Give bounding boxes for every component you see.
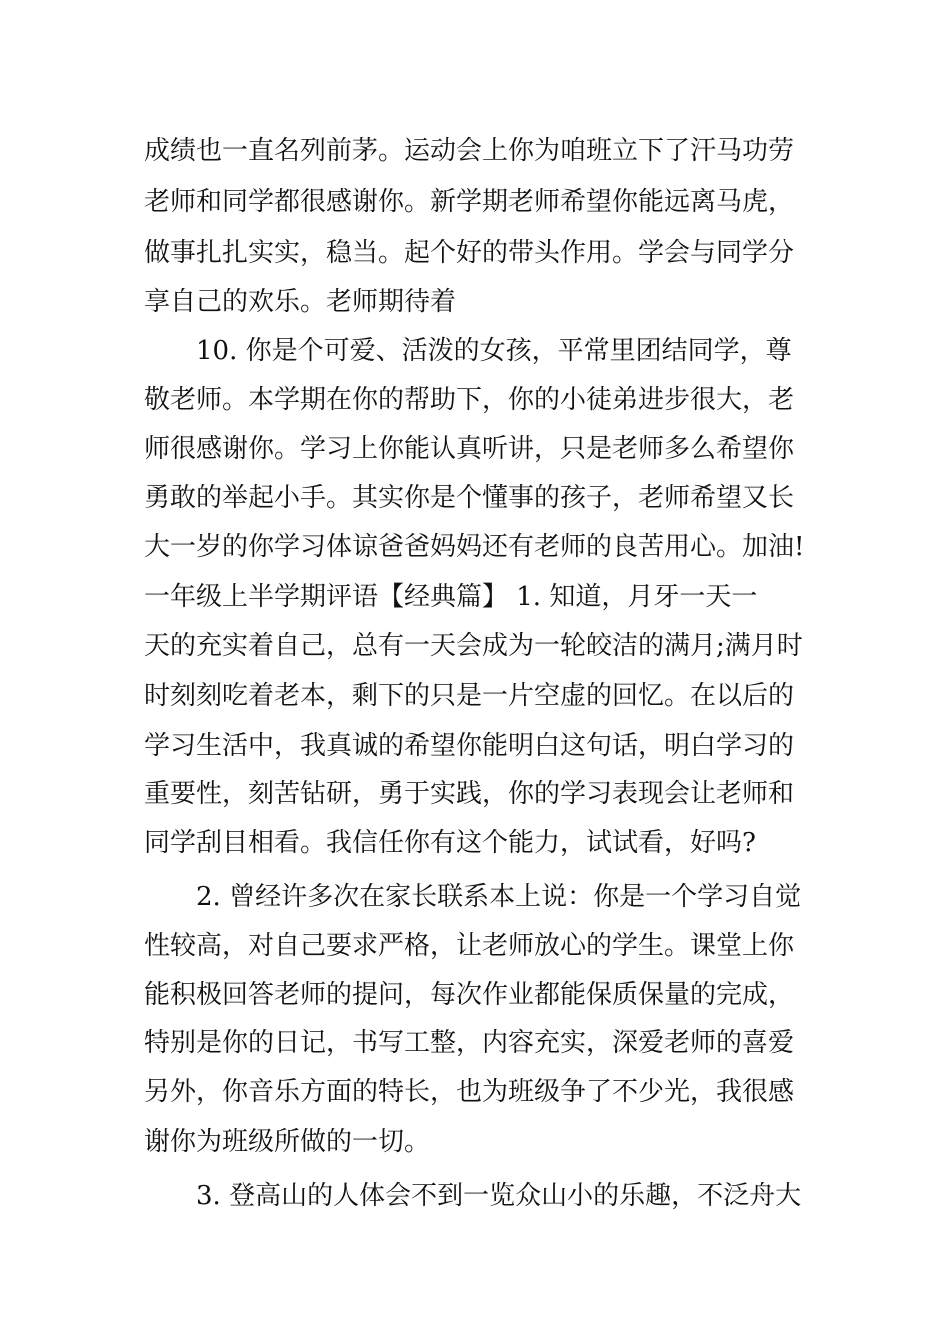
text-line: 敬老师。本学期在你的帮助下，你的小徒弟进步很大，老 [144, 385, 795, 415]
text-line: 同学刮目相看。我信任你有这个能力，试试看，好吗? [144, 828, 756, 858]
text-line: 另外，你音乐方面的特长，也为班级争了不少光，我很感 [144, 1077, 795, 1107]
text-line: 特别是你的日记，书写工整，内容充实，深爱老师的喜爱 [144, 1028, 795, 1058]
text-line: 谢你为班级所做的一切。 [144, 1127, 431, 1157]
text-line: 时刻刻吃着老本，剩下的只是一片空虚的回忆。在以后的 [144, 681, 795, 711]
text-line: 享自己的欢乐。老师期待着 [144, 287, 457, 317]
text-line: 性较高，对自己要求严格，让老师放心的学生。课堂上你 [144, 931, 795, 961]
text-line: 做事扎扎实实，稳当。起个好的带头作用。学会与同学分 [144, 238, 795, 268]
text-line: 学习生活中，我真诚的希望你能明白这句话，明白学习的 [144, 731, 795, 761]
text-line: 10. 你是个可爱、活泼的女孩，平常里团结同学，尊 [196, 336, 792, 366]
text-line: 勇敢的举起小手。其实你是个懂事的孩子，老师希望又长 [144, 483, 795, 513]
text-line: 一年级上半学期评语【经典篇】 1. 知道，月牙一天一 [144, 582, 758, 612]
text-line: 成绩也一直名列前茅。运动会上你为咱班立下了汗马功劳 [144, 136, 795, 166]
text-line: 师很感谢你。学习上你能认真听讲，只是老师多么希望你 [144, 434, 795, 464]
text-line: 能积极回答老师的提问，每次作业都能保质保量的完成， [144, 980, 795, 1010]
text-line: 天的充实着自己，总有一天会成为一轮皎洁的满月;满月时 [144, 631, 803, 661]
text-line: 老师和同学都很感谢你。新学期老师希望你能远离马虎， [144, 187, 795, 217]
text-line: 2. 曾经许多次在家长联系本上说：你是一个学习自觉 [196, 882, 802, 912]
text-line: 3. 登高山的人体会不到一览众山小的乐趣，不泛舟大 [196, 1181, 802, 1211]
text-line: 重要性，刻苦钻研，勇于实践，你的学习表现会让老师和 [144, 779, 795, 809]
text-line: 大一岁的你学习体谅爸爸妈妈还有老师的良苦用心。加油! [144, 532, 805, 562]
